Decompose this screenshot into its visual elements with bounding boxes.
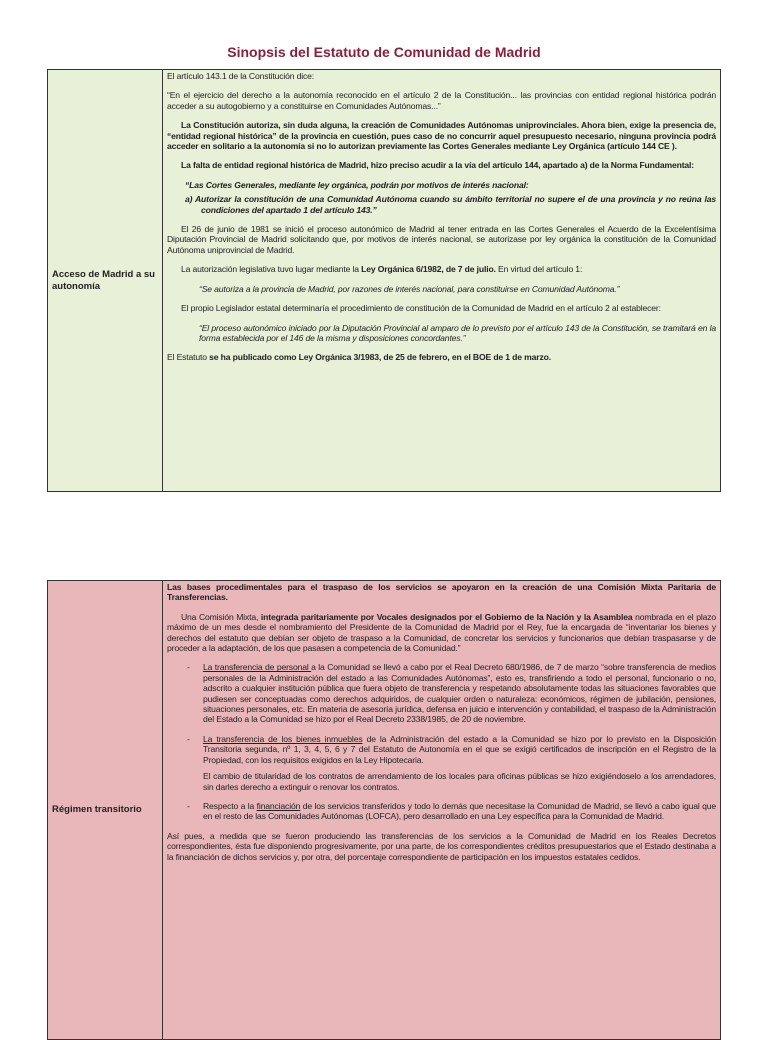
paragraph [167, 352, 716, 362]
quote: “Se autoriza a la provincia de Madrid, por razones de interés nacional, para constituirse en Comunidad Autónoma.” [199, 283, 620, 294]
law-reference: Ley Orgánica 6/1982, de 7 de julio. [361, 264, 496, 275]
list-item-text [203, 662, 716, 724]
text-span: de los servicios transferidos y todo lo demás que necesitase la Comunidad de Madrid, se llevó a cabo igual que en el resto de las Comunidades Autónomas (LOFCA), pero desarrollado en una Ley específica para la Comunidad de Madrid. [203, 800, 716, 822]
quote: “El proceso autonómico iniciado por la Diputación Provincial al amparo de lo previsto por el artículo 143 de la Constitución, se tramitará en la forma establecida por el 146 de la misma y disposiciones concordantes.” [199, 322, 716, 343]
list-item-text [203, 734, 716, 765]
text-span: integrada paritariamente por Vocales designados por el Gobierno de la Nación y la Asamblea [260, 611, 633, 622]
paragraph: El propio Legislador estatal determinaría el procedimiento de constitución de la Comunidad de Madrid en el artículo 2 al establecer: [181, 303, 661, 314]
text-span: nombrada en el plazo máximo de un mes desde el nombramiento del Presidente de la Comunidad de Madrid por el Rey, fue la encargada de “inventariar los bienes y derechos del estatuto que debían ser objeto de traspaso a la Comunidad, de concretar los servicios y funcionarios que debían traspasarse y de proceder a la adaptación, de los que pasasen a competencia de la Comunidad.” [167, 611, 716, 654]
dash-bullet: - [187, 733, 190, 744]
list-item [187, 734, 716, 765]
paragraph [167, 264, 716, 274]
text-span: Respecto a la [203, 800, 257, 811]
underlined-text: La transferencia de los bienes inmuebles [203, 733, 363, 744]
paragraph: La falta de entidad regional histórica de Madrid, hizo preciso acudir a la vía del artículo 144, apartado a) de la Norma Fundamental: [181, 160, 694, 171]
underlined-text: La transferencia de personal [203, 662, 312, 673]
list-item [187, 662, 716, 724]
text-span: En virtud del artículo 1: [495, 264, 583, 275]
row-label-regimen: Régimen transitorio [48, 581, 163, 1040]
acceso-table [47, 69, 721, 492]
regimen-table [47, 580, 721, 1040]
text-span: de la Administración del estado a la Comunidad se hizo por lo previsto en la Disposición Transitoria segunda, nº 1, 3, 4, 5, 6 y 7 del Estatuto de Autonomía en el que se exigió certificados de inscripción en el Registro de la Propiedad, con los requisitos exigidos en la Ley Hipotecaria. [203, 733, 717, 765]
dash-bullet: - [187, 800, 190, 811]
quote-list-item: a) Autorizar la constitución de una Comunidad Autónoma cuando su ámbito territorial no supere el de una provincia y no reúna las condiciones del apartado 1 del artículo 143.” [185, 194, 716, 215]
law-reference: se ha publicado como Ley Orgánica 3/1983, de 25 de febrero, en el BOE de 1 de marzo. [209, 352, 551, 363]
text-span: Una Comisión Mixta, [181, 611, 261, 622]
row-content-acceso [163, 70, 721, 492]
page-title: Sinopsis del Estatuto de Comunidad de Madrid [227, 44, 541, 60]
underlined-text: financiación [256, 800, 301, 811]
paragraph: Así pues, a medida que se fueron produciendo las transferencias de los servicios a la Comunidad de Madrid en los Reales Decretos correspondientes, ésta fue disponiendo progresivamente, por una parte, de los correspondientes créditos presupuestarios que el Estado destinaba a la financiación de dichos servicios y, por otra, del porcentaje correspondiente de participación en los impuestos estatales cedidos. [167, 830, 716, 862]
paragraph: “En el ejercicio del derecho a la autonomía reconocido en el artículo 2 de la Constitución... las provincias con entidad regional histórica podrán acceder a su autogobierno y a constituirse en Comunidades Autónomas...” [167, 90, 716, 111]
paragraph: Las bases procedimentales para el traspaso de los servicios se apoyaron en la creación de una Comisión Mixta Paritaria de Transferencias. [167, 582, 716, 603]
paragraph [167, 612, 716, 654]
paragraph: El artículo 143.1 de la Constitución dice: [167, 71, 315, 81]
text-span: La autorización legislativa tuvo lugar mediante la [181, 264, 362, 275]
row-content-regimen [163, 581, 721, 1040]
list-item-text [203, 801, 716, 822]
text-span: a la Comunidad se llevó a cabo por el Real Decreto 680/1986, de 7 de marzo “sobre transferencia de medios personales de la Administración del estado a las Comunidades Autónomas”, esto es, transfiriendo a todo el personal, funcionario o no, adscrito a cualquier institución pública que fuera objeto de transferencia y respetando absolutamente todas las situaciones favorables que pudiesen ser conceptuadas como derechos adquiridos, de cualquier orden o naturaleza: económicos, régimen de jubilación, pensiones, situaciones personales, etc. En materia de asesoría jurídica, defensa en juicio e intervención y contabilidad, el traspaso de la Administración del Estado a la Comunidad se hizo por el Real Decreto 2338/1985, de 20 de noviembre. [203, 662, 716, 725]
paragraph: El 26 de junio de 1981 se inició el proceso autonómico de Madrid al tener entrada en las Cortes Generales el Acuerdo de la Excelentísima Diputación Provincial de Madrid solicitando que, por motivos de interés nacional, se autorizase por ley orgánica la constitución de la Comunidad Autónoma uniprovincial de Madrid. [167, 224, 716, 255]
row-label-acceso: Acceso de Madrid a su autonomía [48, 70, 163, 492]
paragraph: El cambio de titularidad de los contratos de arrendamiento de los locales para oficinas públicas se hizo exigiéndoselo a los arrendadores, sin darles derecho a extinguir o renovar los contratos. [203, 771, 716, 792]
text-span: El Estatuto [167, 352, 210, 363]
paragraph: La Constitución autoriza, sin duda alguna, la creación de Comunidades Autónomas uniprovinciales. Ahora bien, exige la presencia de, “entidad regional histórica” de la provincia en cuestión, pues caso de no concurrir aquel presupuesto necesario, ninguna provincia podrá acceder en solitario a la autonomía si no lo autorizan previamente las Cortes Generales mediante Ley Orgánica (artículo 144 CE ). [167, 120, 716, 152]
quote: “Las Cortes Generales, mediante ley orgánica, podrán por motivos de interés nacional: [185, 179, 529, 190]
dash-bullet: - [187, 662, 190, 673]
list-item [187, 801, 716, 822]
